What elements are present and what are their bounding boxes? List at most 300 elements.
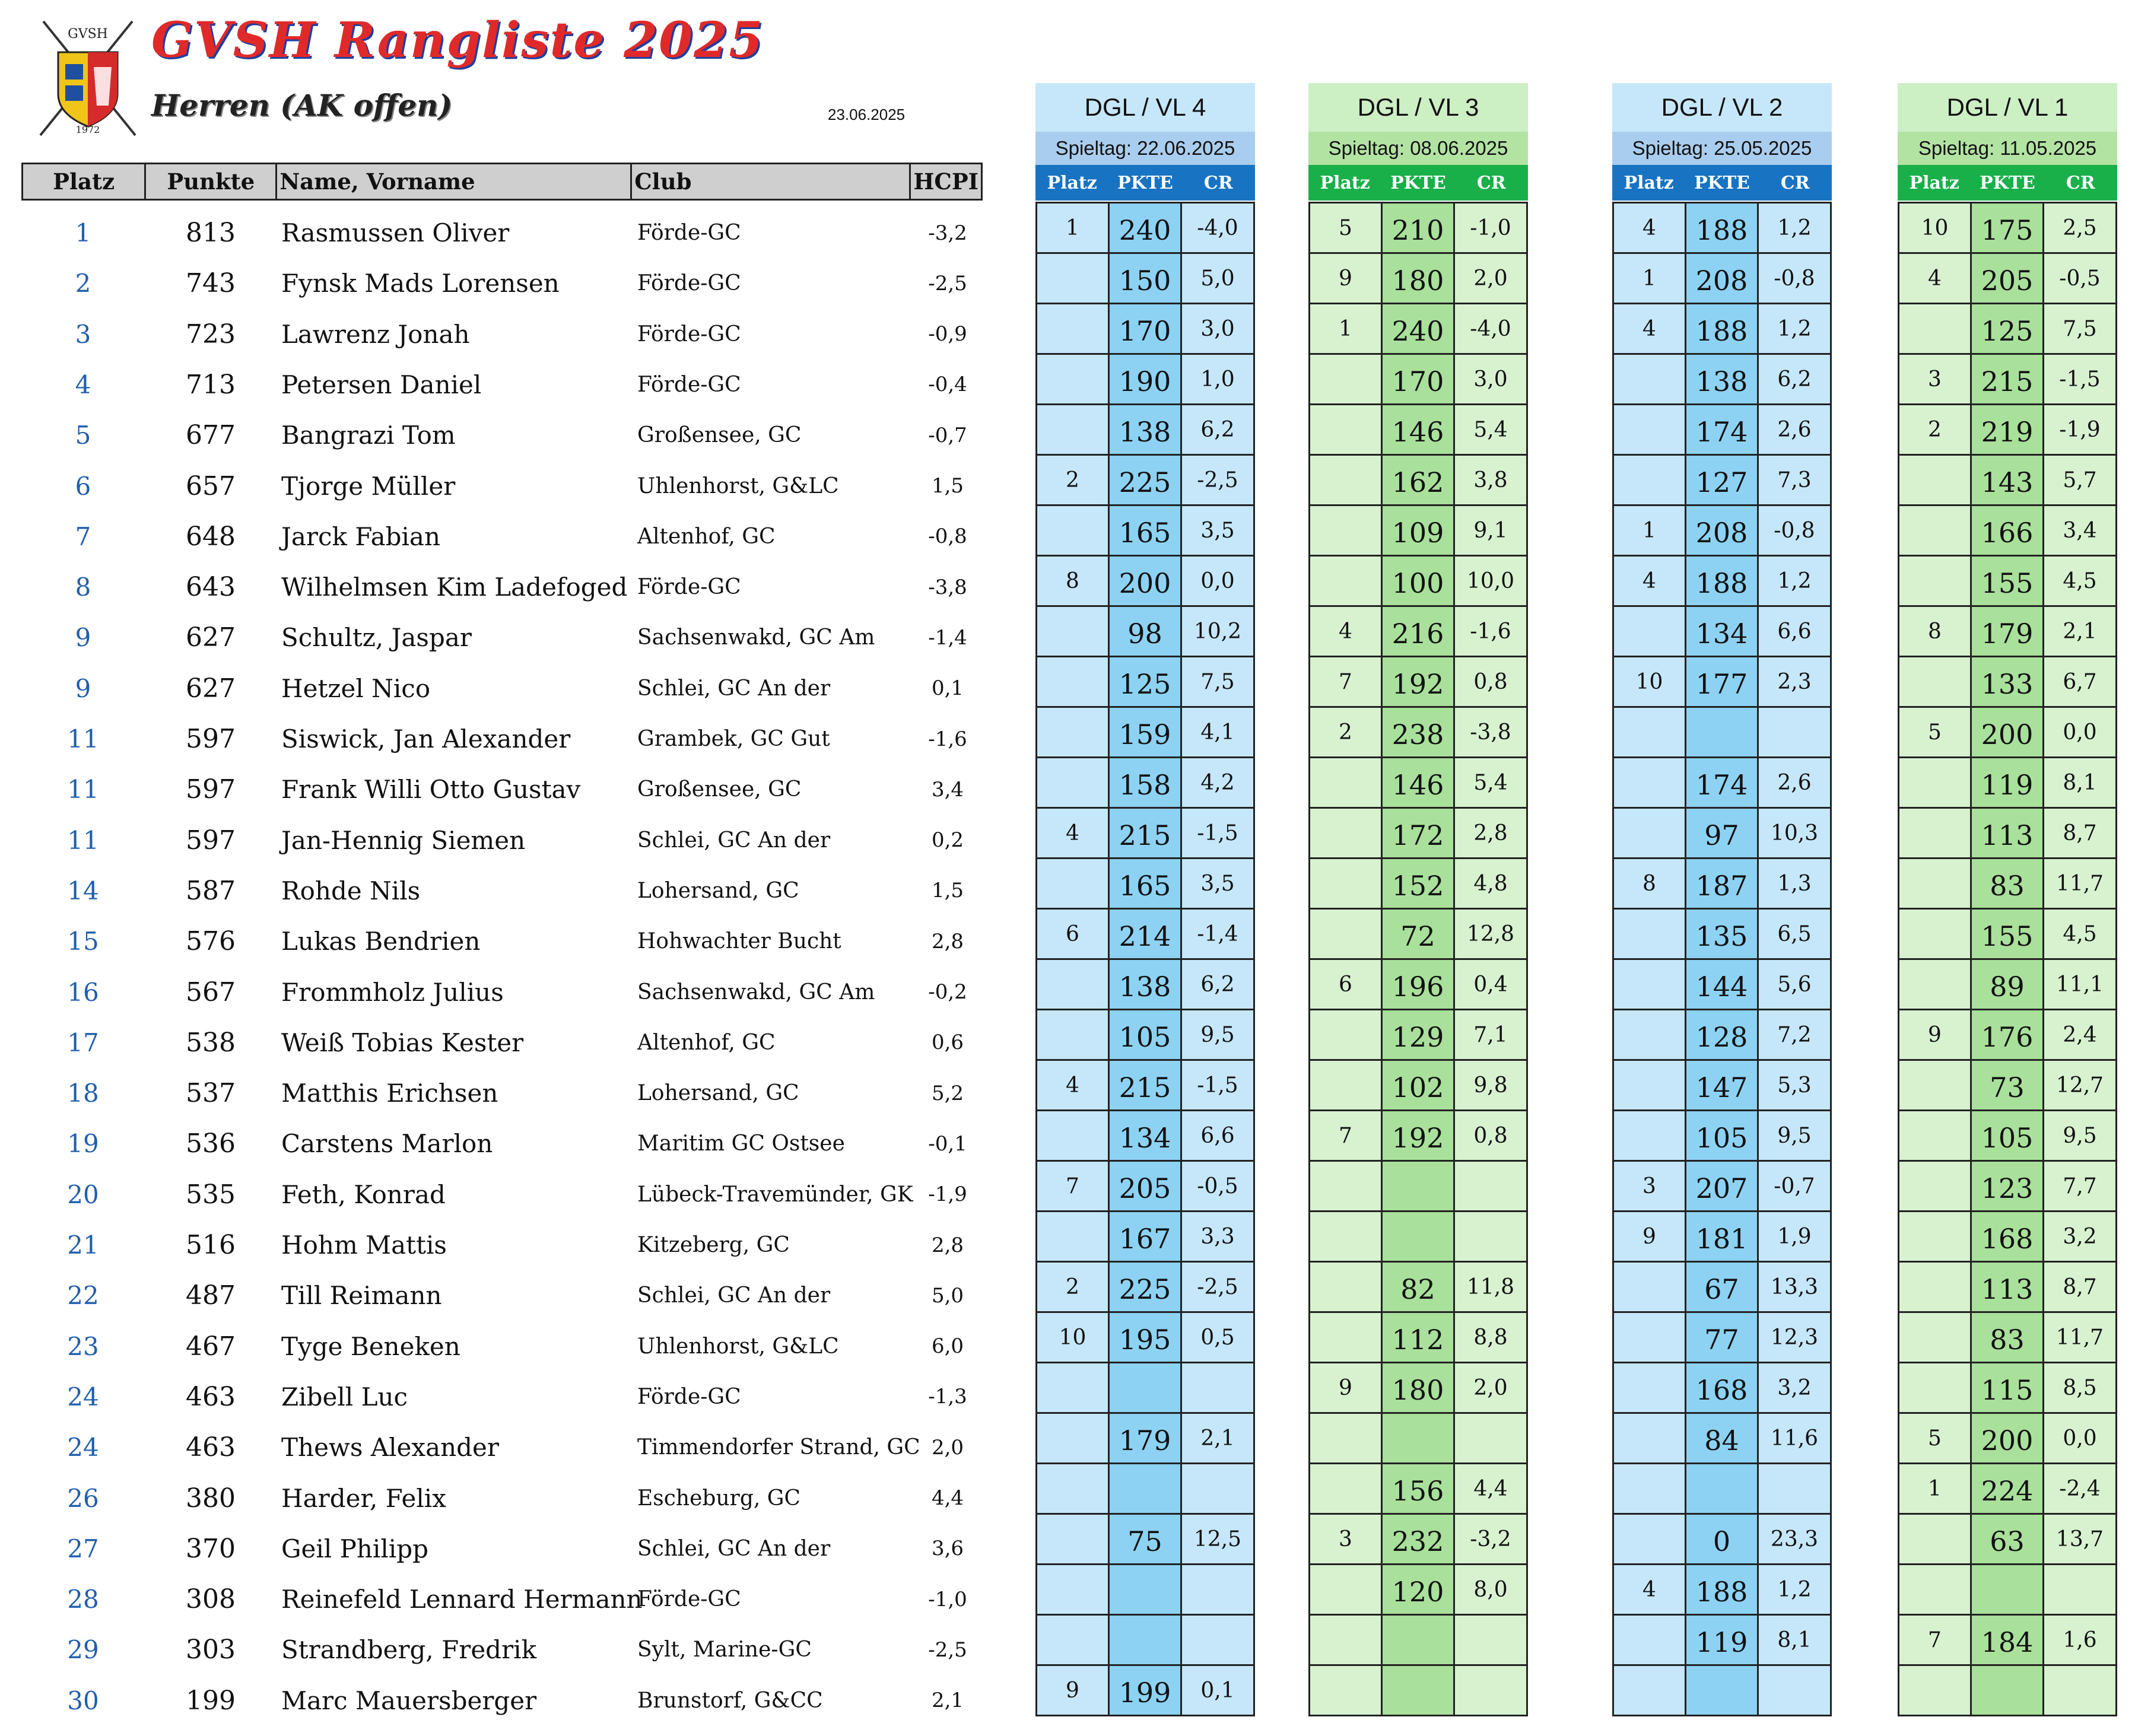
match-day-row <box>1310 809 1526 859</box>
rank-cell: 9 <box>1899 1010 1972 1059</box>
points-cell <box>1383 1616 1455 1664</box>
points-cell: 119 <box>1972 758 2044 807</box>
logo-text-top: GVSH <box>68 27 108 42</box>
rank-cell <box>1614 1666 1686 1715</box>
points-cell: 109 <box>1383 506 1455 555</box>
cr-cell: 4,5 <box>2044 910 2115 958</box>
match-day-block <box>1612 83 1832 1716</box>
cr-cell: 7,5 <box>1182 657 1253 706</box>
cr-cell: 2,0 <box>1455 254 1526 303</box>
match-day-row <box>1037 1010 1253 1061</box>
player-name-cell: Thews Alexander <box>281 1433 499 1462</box>
rank-cell: 4 <box>1614 304 1686 353</box>
match-day-row <box>1899 960 2115 1010</box>
match-day-row <box>1310 456 1526 506</box>
cr-cell: -0,5 <box>1182 1162 1253 1210</box>
points-cell: 176 <box>1972 1010 2044 1059</box>
rank-cell: 2 <box>75 269 91 298</box>
cr-cell: 1,2 <box>1759 304 1830 353</box>
player-name-cell: Jarck Fabian <box>281 522 441 551</box>
rank-cell: 6 <box>1310 960 1383 1009</box>
match-day-row <box>1037 456 1253 506</box>
rank-cell: 10 <box>1037 1313 1110 1362</box>
player-name-cell: Marc Mauersberger <box>281 1686 537 1715</box>
match-day-row <box>1310 1162 1526 1212</box>
rank-cell <box>1614 405 1686 454</box>
points-cell: 125 <box>1972 304 2044 353</box>
points-cell: 308 <box>186 1584 236 1615</box>
points-cell: 125 <box>1110 657 1182 706</box>
match-day-row <box>1310 1414 1526 1464</box>
rank-cell <box>1614 758 1686 807</box>
player-name-cell: Wilhelmsen Kim Ladefoged <box>281 573 628 602</box>
rank-cell <box>1037 657 1110 706</box>
rank-cell <box>1037 758 1110 807</box>
rank-cell: 9 <box>75 673 91 703</box>
rank-cell: 11 <box>67 775 99 805</box>
rank-cell <box>1614 1363 1686 1412</box>
hcpi-cell: -1,0 <box>928 1587 967 1611</box>
points-cell: 199 <box>186 1685 236 1716</box>
match-day-row <box>1614 557 1830 607</box>
rank-cell <box>1614 355 1686 403</box>
points-cell: 135 <box>1686 910 1759 958</box>
rank-cell: 15 <box>67 927 99 956</box>
club-cell: Kitzeberg, GC <box>637 1233 790 1257</box>
points-cell: 98 <box>1110 607 1182 656</box>
match-day-row <box>1310 1212 1526 1263</box>
match-day-row <box>1310 506 1526 557</box>
points-cell: 179 <box>1110 1414 1182 1462</box>
rank-cell: 4 <box>1614 557 1686 605</box>
points-cell: 463 <box>186 1381 236 1412</box>
points-cell: 205 <box>1972 254 2044 303</box>
column-header-platz: Platz <box>1624 172 1674 193</box>
points-cell: 115 <box>1972 1363 2044 1412</box>
points-cell: 200 <box>1110 557 1182 605</box>
points-cell: 113 <box>1972 809 2044 857</box>
cr-cell <box>2044 1565 2115 1614</box>
points-cell: 155 <box>1972 910 2044 958</box>
cr-cell: -0,7 <box>1759 1162 1830 1210</box>
points-cell: 188 <box>1686 1565 1759 1614</box>
rank-cell <box>1899 1061 1972 1109</box>
rank-cell: 4 <box>1037 809 1110 857</box>
match-day-row <box>1037 708 1253 758</box>
table-row <box>21 562 983 612</box>
column-header-platz: Platz <box>1320 172 1370 193</box>
rank-cell: 4 <box>1614 1565 1686 1614</box>
points-cell: 184 <box>1972 1616 2044 1664</box>
rank-cell <box>1899 809 1972 857</box>
rank-cell <box>1037 960 1110 1009</box>
rank-cell <box>1310 456 1383 504</box>
cr-cell: 2,0 <box>1455 1363 1526 1412</box>
cr-cell: 5,7 <box>2044 456 2115 504</box>
points-cell: 105 <box>1972 1111 2044 1160</box>
cr-cell: -0,8 <box>1759 506 1830 555</box>
points-cell: 648 <box>186 521 236 552</box>
club-cell: Schlei, GC An der <box>637 828 831 853</box>
rank-cell: 26 <box>67 1483 99 1513</box>
player-name-cell: Till Reimann <box>281 1281 442 1311</box>
cr-cell: 11,7 <box>2044 1313 2115 1362</box>
player-name-cell: Harder, Felix <box>281 1483 446 1513</box>
points-cell: 238 <box>1383 708 1455 756</box>
points-cell: 144 <box>1686 960 1759 1009</box>
cr-cell: 1,2 <box>1759 557 1830 605</box>
hcpi-cell: 1,5 <box>931 879 964 903</box>
points-cell: 224 <box>1972 1464 2044 1513</box>
points-cell: 174 <box>1686 405 1759 454</box>
match-day-row <box>1899 355 2115 405</box>
cr-cell: 8,0 <box>1455 1565 1526 1614</box>
points-cell: 576 <box>186 926 236 957</box>
points-cell: 187 <box>1686 859 1759 908</box>
cr-cell: 0,8 <box>1455 1111 1526 1160</box>
match-day-row <box>1037 1313 1253 1363</box>
rank-cell: 4 <box>1310 607 1383 656</box>
cr-cell: 6,2 <box>1759 355 1830 403</box>
match-day-row <box>1899 1162 2115 1212</box>
match-day-grid <box>1898 202 2117 1716</box>
column-header-hcpi: HCPI <box>913 168 978 195</box>
table-row <box>21 1675 983 1726</box>
table-row <box>21 1220 983 1270</box>
cr-cell: 0,4 <box>1455 960 1526 1009</box>
cr-cell: 6,7 <box>2044 657 2115 706</box>
rank-cell: 29 <box>67 1635 99 1665</box>
match-day-row <box>1310 1616 1526 1666</box>
match-day-row <box>1310 607 1526 657</box>
rank-cell <box>1310 405 1383 454</box>
points-cell: 174 <box>1686 758 1759 807</box>
column-header-platz: Platz <box>1909 172 1959 193</box>
table-row <box>21 714 983 764</box>
cr-cell: 6,2 <box>1182 405 1253 454</box>
match-day-title: DGL / VL 2 <box>1612 83 1832 132</box>
rank-cell: 30 <box>67 1686 99 1715</box>
player-name-cell: Zibell Luc <box>281 1382 408 1411</box>
match-day-row <box>1037 1363 1253 1414</box>
player-name-cell: Hohm Mattis <box>281 1231 447 1260</box>
rank-cell <box>1614 910 1686 958</box>
match-day-block <box>1898 83 2117 1716</box>
cr-cell: 11,7 <box>2044 859 2115 908</box>
cr-cell <box>1759 1666 1830 1715</box>
rank-cell: 5 <box>1899 1414 1972 1462</box>
match-day-row <box>1899 1414 2115 1464</box>
club-cell: Großensee, GC <box>637 423 802 448</box>
player-name-cell: Fynsk Mads Lorensen <box>281 269 560 298</box>
player-name-cell: Matthis Erichsen <box>281 1079 498 1108</box>
rank-cell <box>1037 1414 1110 1462</box>
points-cell: 129 <box>1383 1010 1455 1059</box>
hcpi-cell: -0,7 <box>928 423 967 447</box>
hcpi-cell: 2,8 <box>931 929 964 953</box>
points-cell: 207 <box>1686 1162 1759 1210</box>
rank-cell: 9 <box>1310 1363 1383 1412</box>
points-cell: 138 <box>1686 355 1759 403</box>
rank-cell <box>1614 1111 1686 1160</box>
match-day-row <box>1614 1414 1830 1464</box>
rank-cell <box>1310 557 1383 605</box>
rank-cell <box>1037 1616 1110 1664</box>
points-cell: 167 <box>1110 1212 1182 1261</box>
cr-cell <box>1455 1414 1526 1462</box>
club-cell: Förde-GC <box>637 221 741 245</box>
match-day-row <box>1899 304 2115 355</box>
match-day-row <box>1037 506 1253 557</box>
cr-cell <box>1455 1212 1526 1261</box>
rank-cell: 9 <box>1310 254 1383 303</box>
cr-cell: 9,8 <box>1455 1061 1526 1109</box>
match-day-row <box>1310 758 1526 809</box>
rank-cell: 1 <box>1899 1464 1972 1513</box>
cr-cell: -4,0 <box>1182 204 1253 252</box>
rank-cell: 11 <box>67 724 99 753</box>
rank-cell <box>1614 607 1686 656</box>
match-day-row <box>1614 708 1830 758</box>
rank-cell: 14 <box>67 876 99 905</box>
club-cell: Förde-GC <box>637 322 741 346</box>
rank-cell <box>1614 1313 1686 1362</box>
hcpi-cell: -0,8 <box>928 524 967 549</box>
rank-cell <box>1310 1061 1383 1109</box>
cr-cell: 2,6 <box>1759 758 1830 807</box>
match-day-title: DGL / VL 3 <box>1308 83 1528 132</box>
match-day-row <box>1037 1263 1253 1313</box>
points-cell: 73 <box>1972 1061 2044 1109</box>
points-cell: 138 <box>1110 960 1182 1009</box>
hcpi-cell: 1,5 <box>931 474 964 498</box>
match-day-row <box>1310 960 1526 1010</box>
rank-cell: 6 <box>1037 910 1110 958</box>
points-cell: 723 <box>186 319 236 349</box>
club-cell: Timmendorfer Strand, GC <box>637 1435 920 1460</box>
cr-cell: 1,0 <box>1182 355 1253 403</box>
cr-cell: 1,6 <box>2044 1616 2115 1664</box>
rank-cell <box>1037 304 1110 353</box>
points-cell: 225 <box>1110 1263 1182 1311</box>
hcpi-cell: 5,2 <box>931 1081 964 1105</box>
hcpi-cell: -3,8 <box>928 575 967 599</box>
column-header-platz: Platz <box>1047 172 1097 193</box>
match-day-row <box>1614 456 1830 506</box>
player-name-cell: Reinefeld Lennard Hermann <box>281 1585 643 1614</box>
cr-cell: 2,8 <box>1455 809 1526 857</box>
column-header-club: Club <box>632 164 911 199</box>
points-cell: 63 <box>1972 1515 2044 1563</box>
points-cell: 168 <box>1972 1212 2044 1261</box>
points-cell: 181 <box>1686 1212 1759 1261</box>
rank-cell: 7 <box>1310 657 1383 706</box>
cr-cell: -1,9 <box>2044 405 2115 454</box>
points-cell: 208 <box>1686 506 1759 555</box>
rank-cell: 9 <box>1614 1212 1686 1261</box>
club-cell: Brunstorf, G&CC <box>637 1688 823 1713</box>
rank-cell <box>1614 809 1686 857</box>
cr-cell: 9,1 <box>1455 506 1526 555</box>
match-day-row <box>1037 557 1253 607</box>
table-row <box>21 1372 983 1422</box>
rank-cell <box>1037 254 1110 303</box>
cr-cell: 8,7 <box>2044 809 2115 857</box>
player-name-cell: Geil Philipp <box>281 1534 429 1563</box>
cr-cell <box>1759 708 1830 756</box>
rank-cell: 2 <box>1310 708 1383 756</box>
club-cell: Förde-GC <box>637 1384 741 1409</box>
points-cell: 587 <box>186 875 236 906</box>
rank-cell: 23 <box>67 1331 99 1361</box>
rank-cell <box>1310 758 1383 807</box>
rank-cell: 6 <box>75 471 91 501</box>
cr-cell: 1,3 <box>1759 859 1830 908</box>
match-day-row <box>1310 859 1526 910</box>
match-day-row <box>1037 960 1253 1010</box>
hcpi-cell: -0,9 <box>928 322 967 346</box>
match-day-row <box>1899 1565 2115 1616</box>
match-day-row <box>1899 758 2115 809</box>
points-cell: 105 <box>1686 1111 1759 1160</box>
match-day-row <box>1899 708 2115 758</box>
rank-cell <box>1037 1010 1110 1059</box>
points-cell: 134 <box>1110 1111 1182 1160</box>
match-day-date: Spieltag: 11.05.2025 <box>1898 132 2117 165</box>
cr-cell: 2,1 <box>2044 607 2115 656</box>
player-name-cell: Tyge Beneken <box>281 1331 460 1361</box>
cr-cell: -1,5 <box>2044 355 2115 403</box>
player-name-cell: Frommholz Julius <box>281 977 504 1007</box>
rank-cell: 21 <box>67 1231 99 1260</box>
cr-cell <box>1182 1464 1253 1513</box>
cr-cell: 5,6 <box>1759 960 1830 1009</box>
rank-cell <box>1037 1111 1110 1160</box>
points-cell: 102 <box>1383 1061 1455 1109</box>
rank-cell: 7 <box>1899 1616 1972 1664</box>
rank-cell <box>1037 1363 1110 1412</box>
points-cell: 77 <box>1686 1313 1759 1362</box>
points-cell: 535 <box>186 1179 236 1210</box>
points-cell: 216 <box>1383 607 1455 656</box>
rank-cell <box>1614 1616 1686 1664</box>
match-day-row <box>1037 405 1253 456</box>
cr-cell: -4,0 <box>1455 304 1526 353</box>
points-cell: 180 <box>1383 254 1455 303</box>
points-cell: 208 <box>1686 254 1759 303</box>
club-cell: Lübeck-Travemünder, GK <box>637 1182 913 1207</box>
cr-cell: -2,5 <box>1182 456 1253 504</box>
ranking-table-header <box>21 163 983 201</box>
points-cell: 195 <box>1110 1313 1182 1362</box>
points-cell: 190 <box>1110 355 1182 403</box>
match-day-title: DGL / VL 4 <box>1035 83 1255 132</box>
match-day-block <box>1308 83 1528 1716</box>
match-day-row <box>1899 1061 2115 1111</box>
rank-cell: 2 <box>1037 1263 1110 1311</box>
points-cell: 83 <box>1972 1313 2044 1362</box>
rank-cell: 1 <box>1614 254 1686 303</box>
club-cell: Hohwachter Bucht <box>637 929 841 954</box>
points-cell: 177 <box>1686 657 1759 706</box>
match-day-row <box>1899 1010 2115 1061</box>
match-day-row <box>1310 1464 1526 1515</box>
match-day-row <box>1899 1263 2115 1313</box>
points-cell: 370 <box>186 1533 236 1564</box>
cr-cell: 3,3 <box>1182 1212 1253 1261</box>
rank-cell: 18 <box>67 1079 99 1108</box>
rank-cell: 2 <box>1037 456 1110 504</box>
match-day-row <box>1310 405 1526 456</box>
player-name-cell: Weiß Tobias Kester <box>281 1028 524 1057</box>
player-name-cell: Jan-Hennig Siemen <box>281 825 526 855</box>
points-cell: 240 <box>1110 204 1182 252</box>
points-cell: 205 <box>1110 1162 1182 1210</box>
match-day-grid <box>1612 202 1832 1716</box>
cr-cell: 7,3 <box>1759 456 1830 504</box>
match-day-row <box>1614 1464 1830 1515</box>
cr-cell: 0,1 <box>1182 1666 1253 1715</box>
points-cell: 134 <box>1686 607 1759 656</box>
cr-cell: 23,3 <box>1759 1515 1830 1563</box>
cr-cell: 3,0 <box>1455 355 1526 403</box>
player-name-cell: Tjorge Müller <box>281 471 456 501</box>
match-day-row <box>1037 1464 1253 1515</box>
points-cell: 146 <box>1383 405 1455 454</box>
table-row <box>21 208 983 258</box>
points-cell: 165 <box>1110 859 1182 908</box>
rank-cell: 1 <box>75 218 91 247</box>
player-name-cell: Schultz, Jaspar <box>281 623 472 653</box>
cr-cell: 10,3 <box>1759 809 1830 857</box>
points-cell: 67 <box>1686 1263 1759 1311</box>
cr-cell: 5,4 <box>1455 405 1526 454</box>
rank-cell: 19 <box>67 1129 99 1159</box>
club-cell: Uhlenhorst, G&LC <box>637 473 839 498</box>
match-day-row <box>1614 1111 1830 1162</box>
match-day-row <box>1037 809 1253 859</box>
match-day-row <box>1614 355 1830 405</box>
rank-cell <box>1310 1414 1383 1462</box>
table-row <box>21 866 983 916</box>
match-day-date: Spieltag: 08.06.2025 <box>1308 132 1528 165</box>
rank-cell <box>1899 758 1972 807</box>
logo-text-year: 1972 <box>75 124 100 135</box>
match-day-row <box>1310 708 1526 758</box>
points-cell: 677 <box>186 420 236 451</box>
match-day-row <box>1899 910 2115 960</box>
points-cell: 138 <box>1110 405 1182 454</box>
match-day-row <box>1899 1111 2115 1162</box>
hcpi-cell: 3,4 <box>931 777 964 802</box>
rank-cell <box>1899 506 1972 555</box>
player-name-cell: Rohde Nils <box>281 876 421 905</box>
match-day-row <box>1310 304 1526 355</box>
club-cell: Maritim GC Ostsee <box>637 1131 845 1156</box>
cr-cell: 6,5 <box>1759 910 1830 958</box>
rank-cell: 1 <box>1614 506 1686 555</box>
cr-cell: 1,9 <box>1759 1212 1830 1261</box>
rank-cell <box>1037 859 1110 908</box>
match-day-row <box>1310 1263 1526 1313</box>
cr-cell: 3,4 <box>2044 506 2115 555</box>
cr-cell <box>1455 1616 1526 1664</box>
rank-cell: 10 <box>1614 657 1686 706</box>
hcpi-cell: -1,9 <box>928 1182 967 1207</box>
cr-cell: 12,8 <box>1455 910 1526 958</box>
points-cell: 158 <box>1110 758 1182 807</box>
rank-cell: 4 <box>75 370 91 399</box>
